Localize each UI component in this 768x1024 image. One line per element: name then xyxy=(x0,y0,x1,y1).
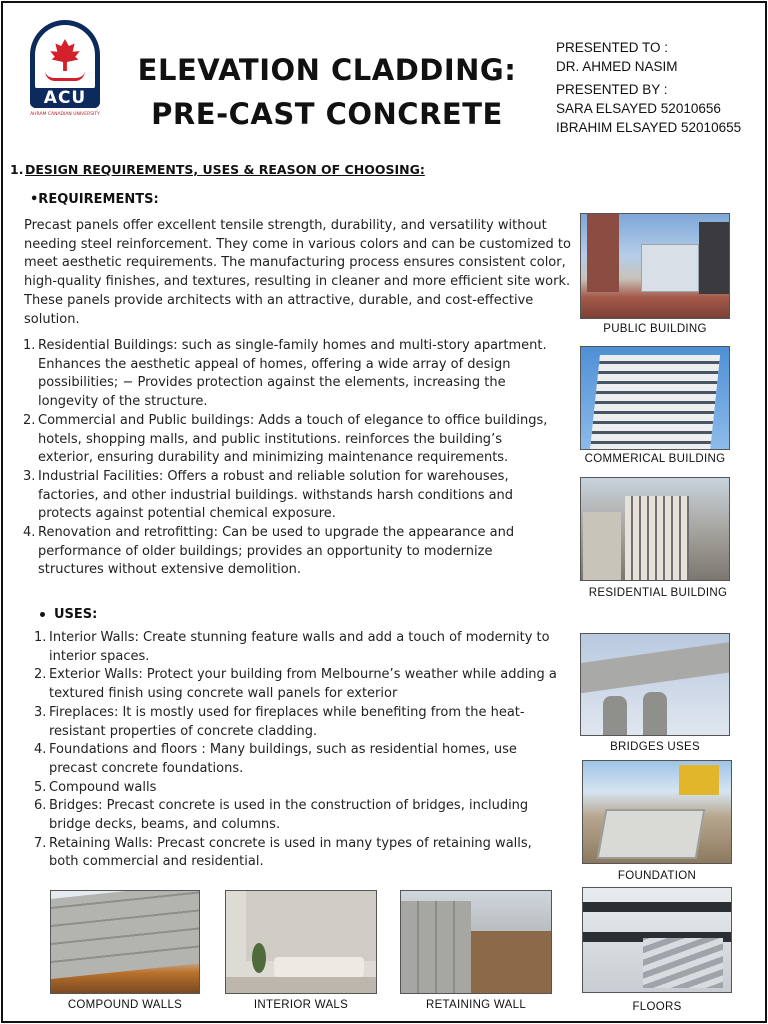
logo-caption: AHRAM CANADIAN UNIVERSITY xyxy=(30,112,100,117)
foundation-caption: FOUNDATION xyxy=(617,870,697,882)
list-item: 4. Foundations and floors : Many buildings, such as residential homes, use precast concrete foundations. xyxy=(34,742,517,776)
interior-walls-caption: INTERIOR WALS xyxy=(253,999,349,1011)
presented-by-label: PRESENTED BY : xyxy=(556,82,668,97)
list-item: 1. Residential Buildings: such as single-family homes and multi-story apartment. Enhances the aesthetic appeal of homes, offering a wide array of design possibilities; − Provides protection against the elements, increasing the longevity of the structure. xyxy=(23,338,547,410)
uses-heading: USES: xyxy=(40,607,97,622)
presenters-block xyxy=(556,38,741,137)
title-line-2: PRE-CAST CONCRETE xyxy=(151,97,503,131)
title-line-1: ELEVATION CLADDING: xyxy=(137,53,517,87)
list-item: 6. Bridges: Precast concrete is used in the construction of bridges, including bridge decks, beams, and columns. xyxy=(34,798,529,833)
retaining-wall-photo xyxy=(400,890,552,994)
university-logo xyxy=(28,20,102,130)
retaining-wall-caption: RETAINING WALL xyxy=(425,999,527,1011)
section-title: DESIGN REQUIREMENTS, USES & REASON OF CHOOSING: xyxy=(25,162,425,177)
requirements-heading: •REQUIREMENTS: xyxy=(30,192,159,207)
foundation-photo xyxy=(582,760,732,864)
presenter-2: IBRAHIM ELSAYED 52010655 xyxy=(556,120,742,135)
list-item: 2. Exterior Walls: Protect your building from Melbourne’s weather while adding a textured finish using concrete wall panels for exterior xyxy=(34,667,557,702)
list-item: 5. Compound walls xyxy=(34,779,157,795)
commercial-building-caption: COMMERICAL BUILDING xyxy=(584,453,726,465)
arabic-script-mark xyxy=(45,71,85,81)
interior-walls-photo xyxy=(225,890,377,994)
commercial-building-photo xyxy=(580,346,730,450)
residential-building-photo xyxy=(580,477,730,581)
residential-building-caption: RESIDENTIAL BUILDING xyxy=(588,587,728,599)
bullet-icon xyxy=(40,612,45,617)
presented-to-name: DR. AHMED NASIM xyxy=(556,59,678,74)
maple-leaf-icon xyxy=(49,39,81,71)
floors-caption: FLOORS xyxy=(632,1001,682,1013)
requirements-intro: Precast panels offer excellent tensile strength, durability, and versatility without needing steel reinforcement. They come in various colors and can be customized to meet aesthetic requirements. The manufacturing process ensures consistent color, high-quality finishes, and textures, resulting in cleaner and more efficient site work. These panels provide architects with an attractive, durable, and cost-effective solution. xyxy=(24,218,571,327)
logo-acronym: ACU xyxy=(30,88,100,108)
list-item: 4. Renovation and retrofitting: Can be used to upgrade the appearance and performance of older buildings; provides an opportunity to modernize structures without extensive demolition. xyxy=(23,525,515,578)
requirements-list xyxy=(23,337,558,580)
compound-walls-caption: COMPOUND WALLS xyxy=(67,999,183,1011)
bridges-caption: BRIDGES USES xyxy=(610,741,700,753)
list-item: 3. Fireplaces: It is mostly used for fireplaces while benefiting from the heat-resistant properties of concrete cladding. xyxy=(34,704,525,739)
public-building-photo xyxy=(580,213,730,319)
list-item: 3. Industrial Facilities: Offers a robust and reliable solution for warehouses, factories, and other industrial buildings. withstands harsh conditions and protects against potential chemical exposure. xyxy=(23,468,514,522)
list-item: 7. Retaining Walls: Precast concrete is used in many types of retaining walls, both commercial and residential. xyxy=(34,835,532,870)
page-title xyxy=(118,48,536,136)
list-item: 2. Commercial and Public buildings: Adds a touch of elegance to office buildings, hotels, shopping malls, and public institutions. reinforces the building’s exterior, ensuring durability and minimizing maintenance requirements. xyxy=(23,412,548,466)
presented-to-label: PRESENTED TO : xyxy=(556,40,669,55)
compound-walls-photo xyxy=(50,890,200,994)
bridge-photo xyxy=(580,633,730,736)
logo-shield xyxy=(30,20,100,108)
uses-list xyxy=(34,629,559,872)
section-number: 1. xyxy=(10,162,24,177)
list-item: 1. Interior Walls: Create stunning feature walls and add a touch of modernity to interior spaces. xyxy=(34,630,550,664)
floors-photo xyxy=(582,887,732,993)
public-building-caption: PUBLIC BUILDING xyxy=(603,323,707,335)
presenter-1: SARA ELSAYED 52010656 xyxy=(556,101,721,116)
